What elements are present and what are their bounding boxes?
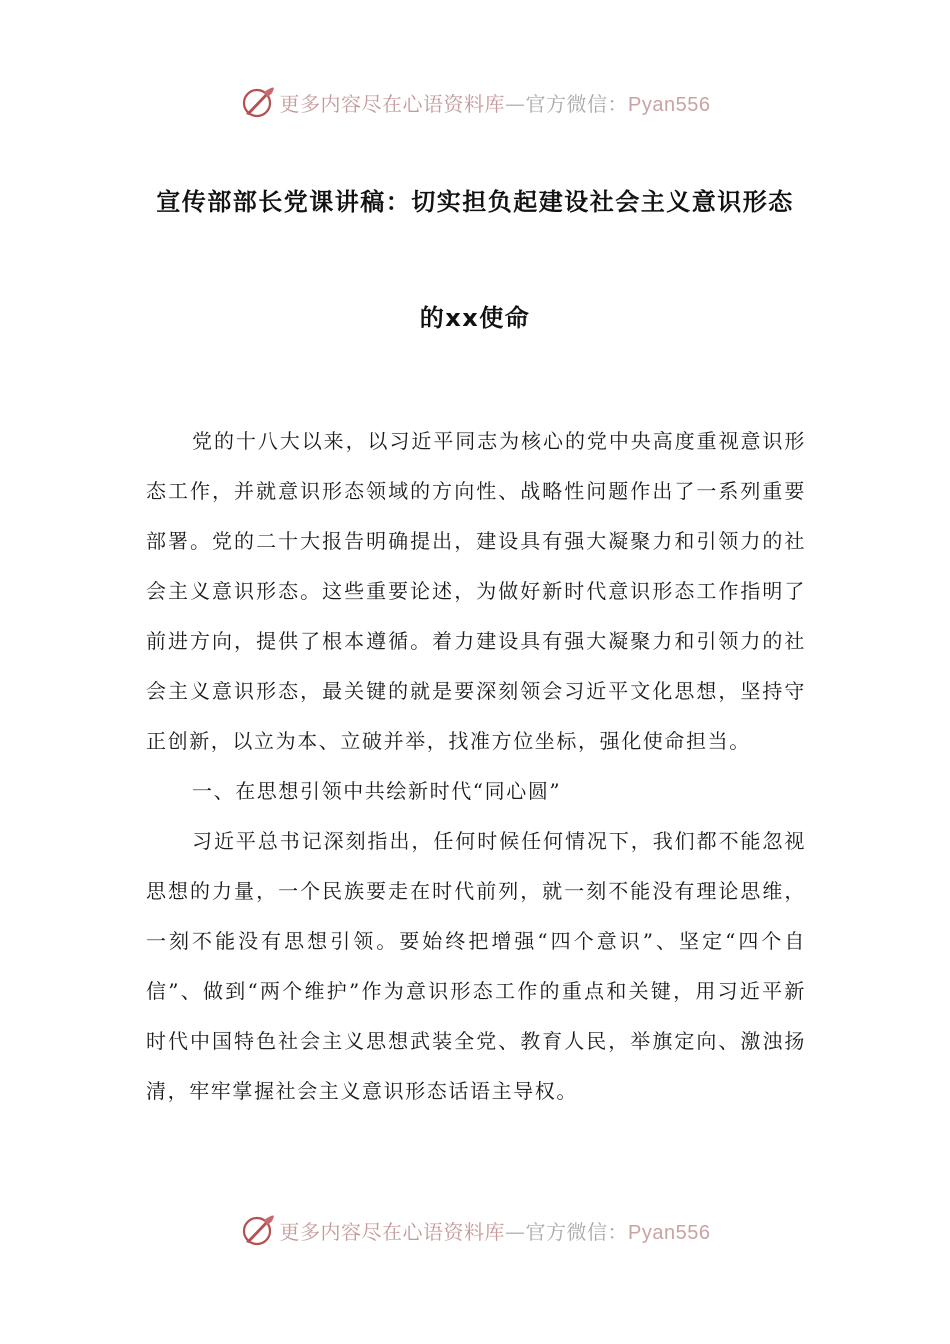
document-body (146, 416, 806, 1116)
document-title-line2: 的xx使命 (419, 304, 531, 332)
watermark-dash: — (505, 1219, 526, 1244)
watermark-wechat-id: Pyan556 (628, 1221, 711, 1244)
watermark-wechat-id: Pyan556 (628, 93, 711, 116)
watermark-wechat-label: 官方微信： (525, 1219, 629, 1244)
footer-watermark (0, 1208, 950, 1252)
watermark-dash: — (505, 91, 526, 116)
watermark-site: 更多内容尽在心语资料库 (279, 1219, 506, 1244)
watermark-wechat-label: 官方微信： (525, 91, 629, 116)
watermark-text (280, 88, 711, 117)
quill-pen-circle-icon (240, 84, 276, 120)
paragraph: 党的十八大以来，以习近平同志为核心的党中央高度重视意识形态工作，并就意识形态领域的方向性、战略性问题作出了一系列重要部署。党的二十大报告明确提出，建设具有强大凝聚力和引领力的社会主义意识形态。这些重要论述，为做好新时代意识形态工作指明了前进方向，提供了根本遵循。着力建设具有强大凝聚力和引领力的社会主义意识形态，最关键的就是要深刻领会习近平文化思想，坚持守正创新，以立为本、立破并举，找准方位坐标，强化使命担当。 (146, 429, 806, 753)
section-heading: 一、在思想引领中共绘新时代“同心圆” (192, 779, 562, 803)
quill-pen-circle-icon (240, 1212, 276, 1248)
watermark-text (280, 1216, 711, 1245)
header-watermark (0, 80, 950, 124)
document-title-line1: 宣传部部长党课讲稿：切实担负起建设社会主义意识形态 (156, 188, 794, 216)
watermark-site: 更多内容尽在心语资料库 (279, 91, 506, 116)
paragraph: 习近平总书记深刻指出，任何时候任何情况下，我们都不能忽视思想的力量，一个民族要走在时代前列，就一刻不能没有理论思维，一刻不能没有思想引领。要始终把增强“四个意识”、坚定“四个自信”、做到“两个维护”作为意识形态工作的重点和关键，用习近平新时代中国特色社会主义思想武装全党、教育人民，举旗定向、激浊扬清，牢牢掌握社会主义意识形态话语主导权。 (146, 829, 806, 1103)
